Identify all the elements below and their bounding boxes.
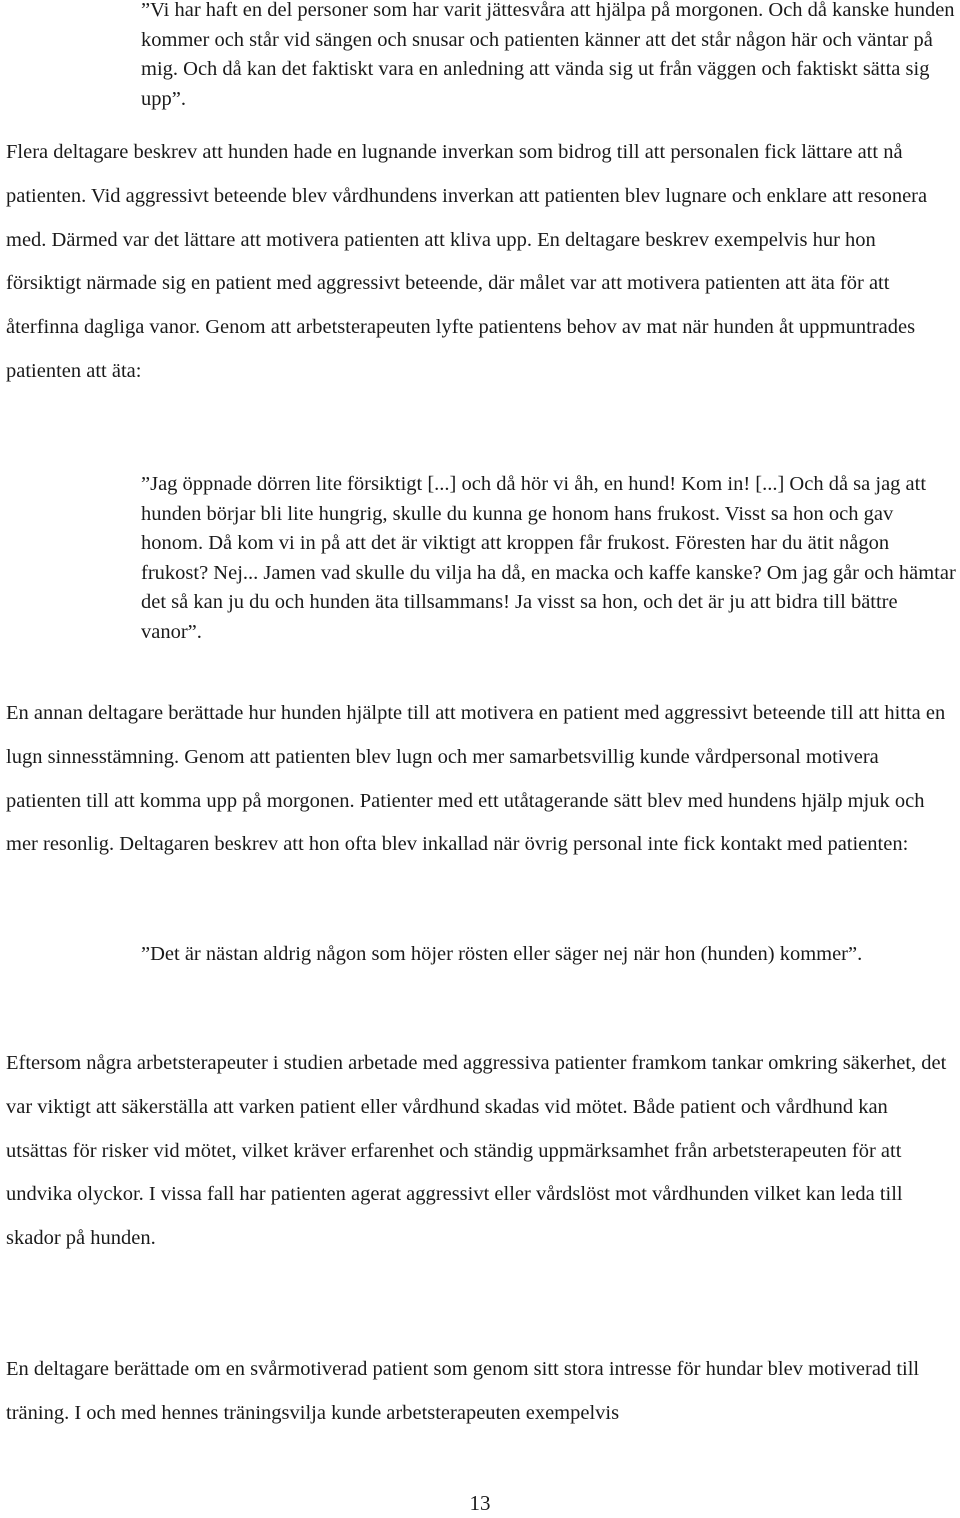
body-paragraph-motivation: En deltagare berättade om en svårmotiverad patient som genom sitt stora intresse för hundar blev motiverad till träning. I och med hennes träningsvilja kunde arbetsterapeuten exempelvis [6, 1358, 920, 1424]
block-quote-never-raises-voice: ”Det är nästan aldrig någon som höjer rösten eller säger nej när hon (hunden) kommer”. [141, 943, 863, 965]
block-quote-breakfast: ”Jag öppnade dörren lite försiktigt [...] och då hör vi åh, en hund! Kom in! [...] Och då sa jag att hunden börjar bli lite hungrig, skulle du kunna ge honom hans frukost. Visst sa hon och gav honom. Då kom vi in på att det är viktigt att kroppen får frukost. Föresten har du ätit någon frukost? Nej... Jamen vad skulle du vilja ha då, en macka och kaffe kanske? Om jag går och hämtar det så kan ju du och hunden äta tillsammans! Ja visst sa hon, och det är ju att bidra till bättre vanor”. [141, 473, 956, 643]
block-quote-morning: ”Vi har haft en del personer som har varit jättesvåra att hjälpa på morgonen. Och då kanske hunden kommer och står vid sängen och snusar och patienten känner att det står någon här och väntar på mig. Och då kan det faktiskt vara en anledning att vända sig ut från väggen och faktiskt sätta sig upp”. [141, 0, 955, 110]
page-number: 13 [469, 1491, 491, 1515]
body-paragraph-calming-effect: Flera deltagare beskrev att hunden hade en lugnande inverkan som bidrog till att personalen fick lättare att nå patienten. Vid aggressivt beteende blev vårdhundens inverkan att patienten blev lugnare och enklare att resonera med. Därmed var det lättare att motivera patienten att kliva upp. En deltagare beskrev exempelvis hur hon försiktigt närmade sig en patient med aggressivt beteende, där målet var att motivera patienten att äta för att återfinna dagliga vanor. Genom att arbetsterapeuten lyfte patientens behov av mat när hunden åt uppmuntrades patienten att äta: [6, 141, 928, 382]
body-paragraph-aggressive-behaviour: En annan deltagare berättade hur hunden hjälpte till att motivera en patient med aggressivt beteende till att hitta en lugn sinnesstämning. Genom att patienten blev lugn och mer samarbetsvillig kunde vårdpersonal motivera patienten till att komma upp på morgonen. Patienter med ett utåtagerande sätt blev med hundens hjälp mjuk och mer resonlig. Deltagaren beskrev att hon ofta blev inkallad när övrig personal inte fick kontakt med patienten: [6, 702, 946, 856]
body-paragraph-safety: Eftersom några arbetsterapeuter i studien arbetade med aggressiva patienter framkom tankar omkring säkerhet, det var viktigt att säkerställa att varken patient eller vårdhund skadas vid mötet. Både patient och vårdhund kan utsättas för risker vid mötet, vilket kräver erfarenhet och ständig uppmärksamhet från arbetsterapeuten för att undvika olyckor. I vissa fall har patienten agerat aggressivt eller vårdslöst mot vårdhunden vilket kan leda till skador på hunden. [6, 1052, 947, 1250]
